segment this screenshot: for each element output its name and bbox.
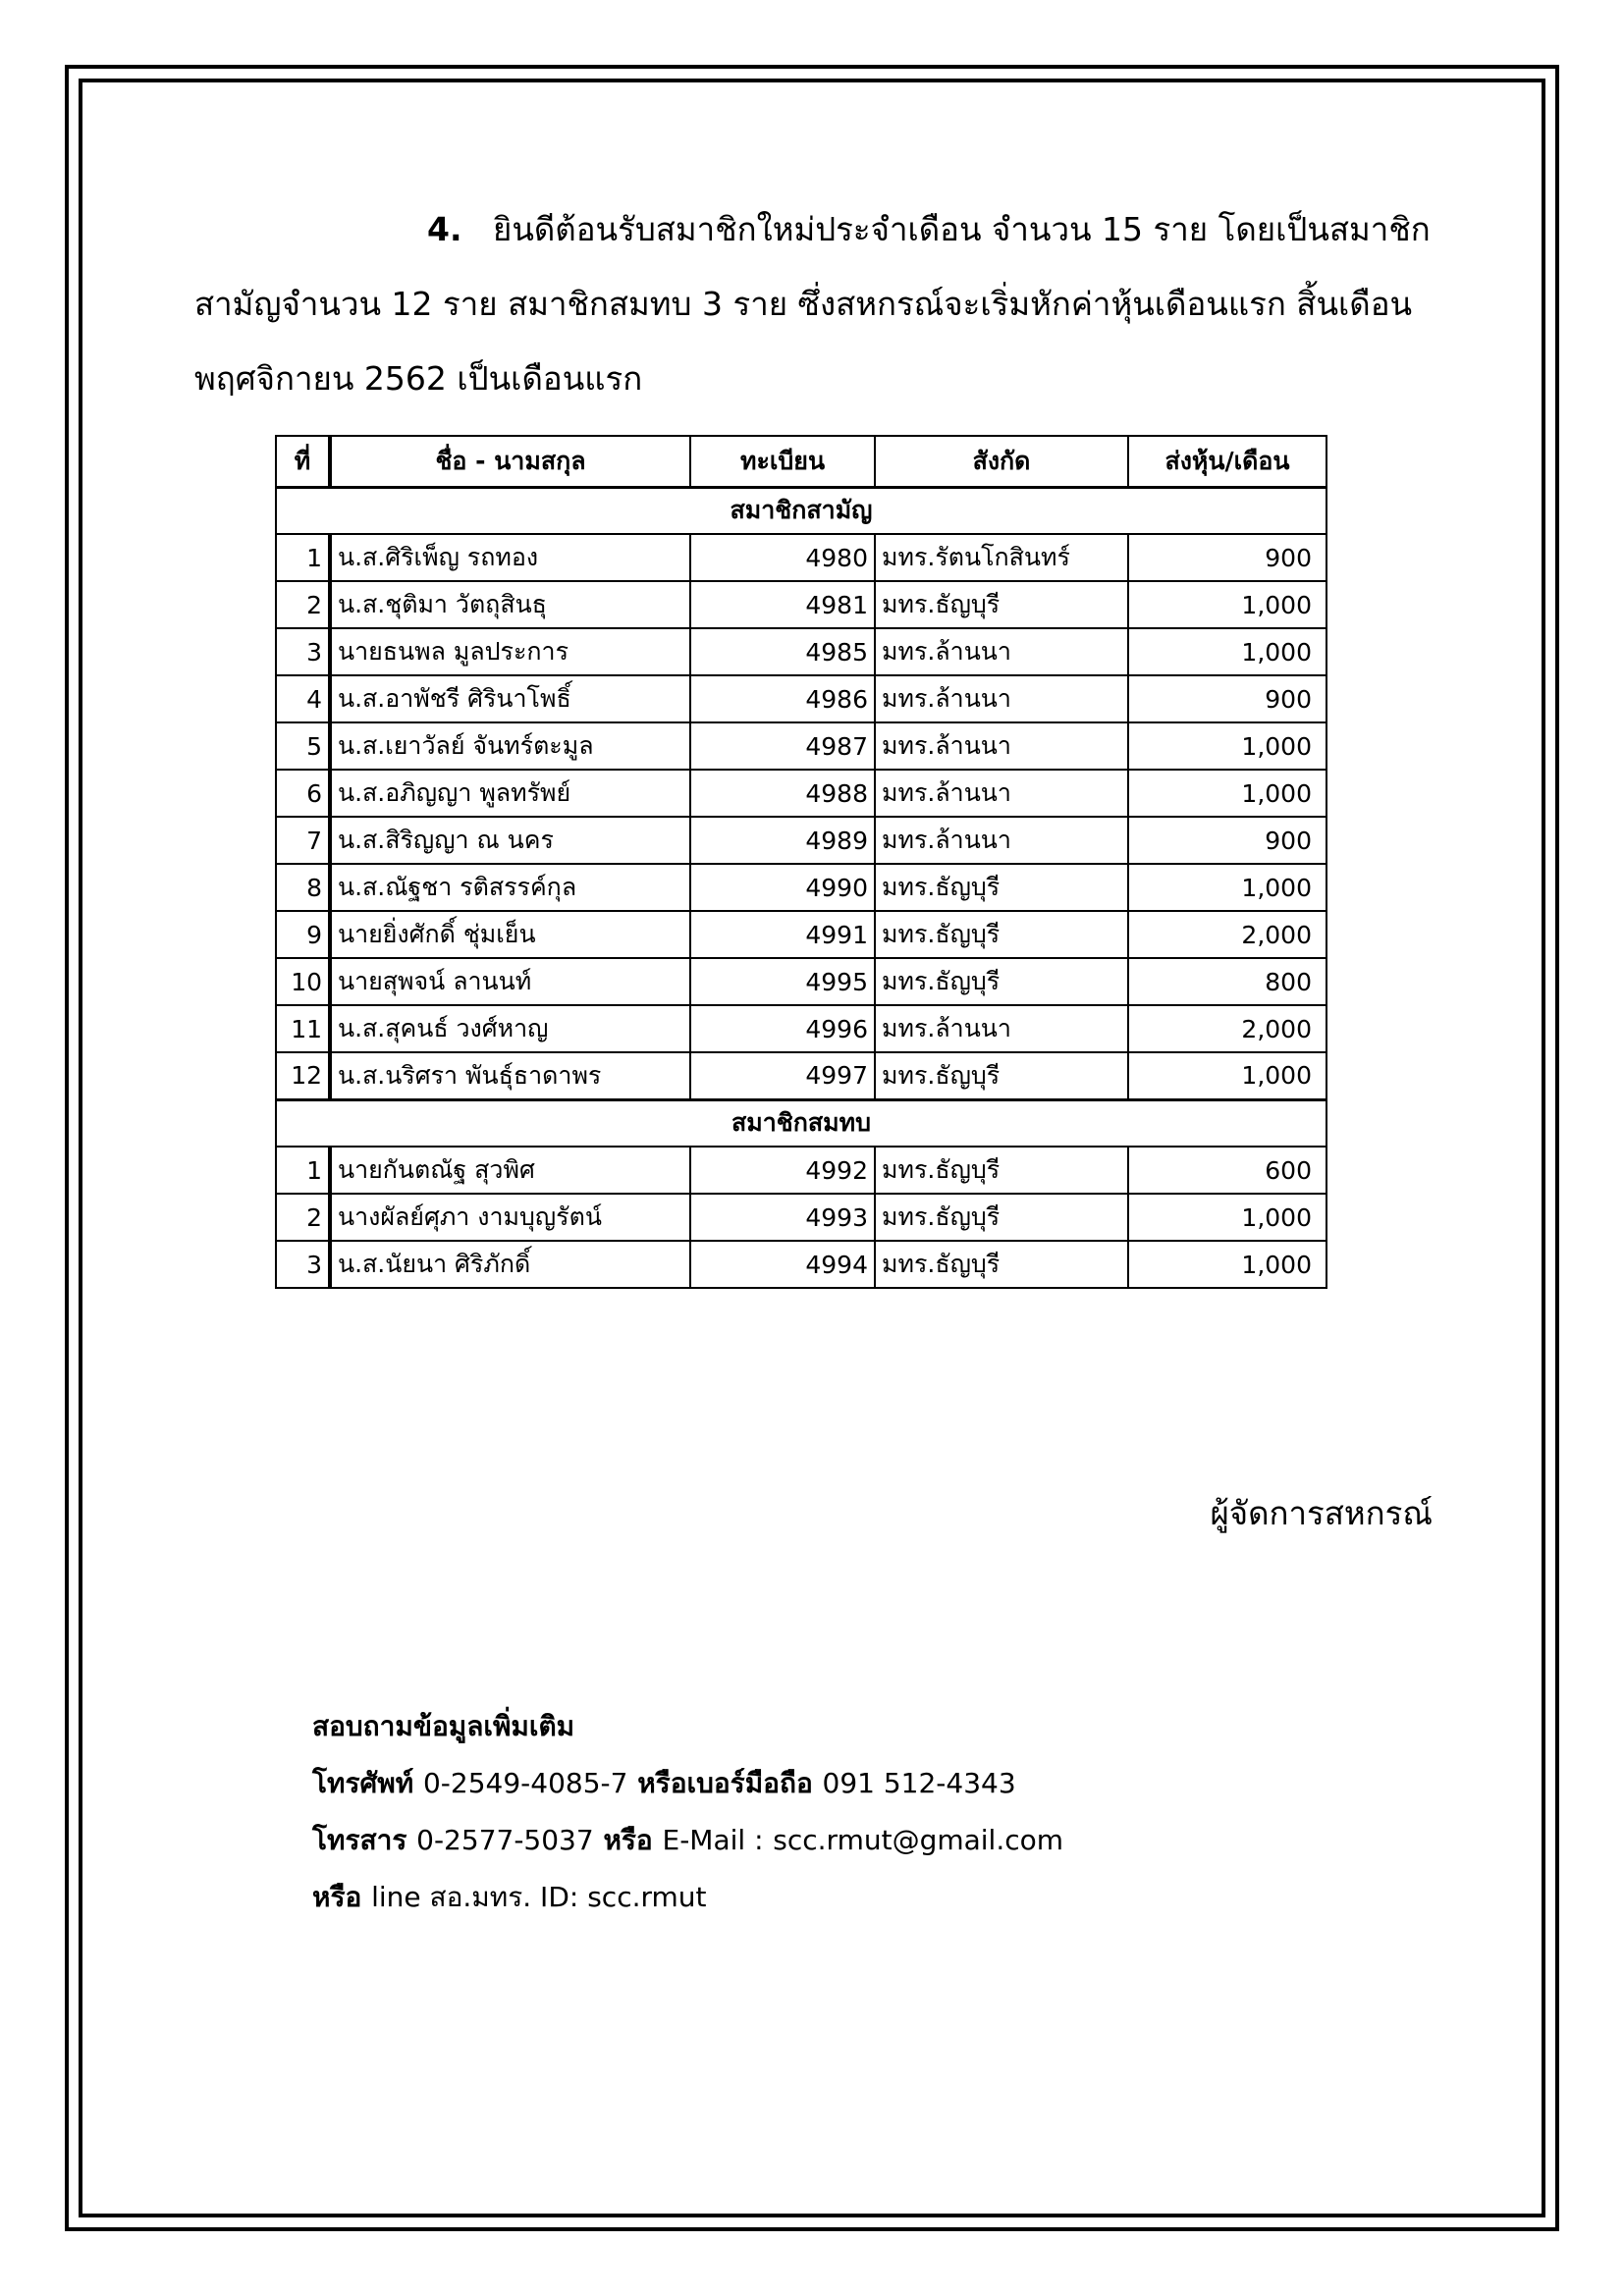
- cell-share: 1,000: [1128, 1052, 1326, 1099]
- table-row: [276, 817, 1326, 864]
- header-name: ชื่อ - นามสกุล: [330, 436, 690, 487]
- fax-label: โทรสาร: [312, 1824, 407, 1856]
- cell-affiliation: มทร.ล้านนา: [875, 770, 1128, 817]
- cell-reg: 4996: [690, 1005, 875, 1052]
- signature-title: ผู้จัดการสหกรณ์: [1210, 1494, 1433, 1532]
- cell-affiliation: มทร.ธัญบุรี: [875, 1052, 1128, 1099]
- mobile-value: 091 512-4343: [822, 1767, 1016, 1799]
- cell-name: น.ส.ชุติมา วัตถุสินธุ: [330, 581, 690, 628]
- cell-reg: 4989: [690, 817, 875, 864]
- cell-reg: 4995: [690, 958, 875, 1005]
- cell-affiliation: มทร.ธัญบุรี: [875, 1147, 1128, 1194]
- cell-affiliation: มทร.ล้านนา: [875, 1005, 1128, 1052]
- table-row: [276, 864, 1326, 911]
- header-reg: ทะเบียน: [690, 436, 875, 487]
- cell-reg: 4993: [690, 1194, 875, 1241]
- cell-share: 900: [1128, 817, 1326, 864]
- email-label: E-Mail :: [662, 1824, 764, 1856]
- table-row: [276, 1005, 1326, 1052]
- cell-reg: 4988: [690, 770, 875, 817]
- email-value: scc.rmut@gmail.com: [773, 1824, 1064, 1856]
- cell-name: น.ส.อาพัชรี ศิรินาโพธิ์: [330, 675, 690, 722]
- cell-no: 11: [276, 1005, 330, 1052]
- cell-share: 800: [1128, 958, 1326, 1005]
- announcement-line-3: พฤศจิกายน 2562 เป็นเดือนแรก: [194, 359, 643, 398]
- cell-share: 1,000: [1128, 1194, 1326, 1241]
- cell-name: นายกันตณัฐ สุวพิศ: [330, 1147, 690, 1194]
- cell-affiliation: มทร.รัตนโกสินทร์: [875, 534, 1128, 581]
- cell-affiliation: มทร.ล้านนา: [875, 817, 1128, 864]
- cell-reg: 4992: [690, 1147, 875, 1194]
- announcement-text-1: ยินดีต้อนรับสมาชิกใหม่ประจำเดือน จำนวน 15 ราย โดยเป็นสมาชิก: [492, 210, 1431, 248]
- cell-share: 600: [1128, 1147, 1326, 1194]
- cell-reg: 4994: [690, 1241, 875, 1288]
- table-row: [276, 534, 1326, 581]
- contact-line-line: [312, 1869, 1063, 1926]
- cell-name: น.ส.นริศรา พันธุ์ธาดาพร: [330, 1052, 690, 1099]
- table-group-row: [276, 487, 1326, 534]
- cell-no: 3: [276, 1241, 330, 1288]
- table-header-row: [276, 436, 1326, 487]
- cell-reg: 4991: [690, 911, 875, 958]
- cell-reg: 4987: [690, 722, 875, 770]
- cell-affiliation: มทร.ธัญบุรี: [875, 911, 1128, 958]
- cell-name: น.ส.เยาวัลย์ จันทร์ตะมูล: [330, 722, 690, 770]
- cell-reg: 4986: [690, 675, 875, 722]
- cell-name: น.ส.นัยนา ศิริภักดิ์: [330, 1241, 690, 1288]
- table-row: [276, 1147, 1326, 1194]
- cell-name: น.ส.สุคนธ์ วงศ์หาญ: [330, 1005, 690, 1052]
- table-row: [276, 675, 1326, 722]
- cell-affiliation: มทร.ล้านนา: [875, 722, 1128, 770]
- table-row: [276, 722, 1326, 770]
- announcement-line-2: สามัญจำนวน 12 ราย สมาชิกสมทบ 3 ราย ซึ่งสหกรณ์จะเริ่มหักค่าหุ้นเดือนแรก สิ้นเดือน: [194, 285, 1413, 323]
- table-row: [276, 628, 1326, 675]
- cell-no: 4: [276, 675, 330, 722]
- cell-share: 2,000: [1128, 911, 1326, 958]
- cell-share: 2,000: [1128, 1005, 1326, 1052]
- cell-no: 12: [276, 1052, 330, 1099]
- table-row: [276, 770, 1326, 817]
- cell-affiliation: มทร.ล้านนา: [875, 628, 1128, 675]
- table-body: [276, 487, 1326, 1288]
- cell-no: 2: [276, 581, 330, 628]
- cell-no: 2: [276, 1194, 330, 1241]
- cell-name: นายยิ่งศักดิ์ ชุ่มเย็น: [330, 911, 690, 958]
- group-title: สมาชิกสามัญ: [276, 487, 1326, 534]
- cell-affiliation: มทร.ธัญบุรี: [875, 1194, 1128, 1241]
- contact-info: [312, 1698, 1063, 1926]
- cell-affiliation: มทร.ธัญบุรี: [875, 958, 1128, 1005]
- cell-name: น.ส.ศิริเพ็ญ รถทอง: [330, 534, 690, 581]
- line-id-value: line สอ.มทร. ID: scc.rmut: [371, 1881, 707, 1913]
- contact-heading: สอบถามข้อมูลเพิ่มเติม: [312, 1710, 575, 1742]
- fax-value: 0-2577-5037: [416, 1824, 594, 1856]
- cell-share: 1,000: [1128, 581, 1326, 628]
- cell-share: 1,000: [1128, 628, 1326, 675]
- table-row: [276, 1052, 1326, 1099]
- line-or-label: หรือ: [312, 1881, 362, 1913]
- or-label: หรือ: [603, 1824, 653, 1856]
- cell-name: นายธนพล มูลประการ: [330, 628, 690, 675]
- cell-reg: 4981: [690, 581, 875, 628]
- cell-affiliation: มทร.ธัญบุรี: [875, 864, 1128, 911]
- cell-affiliation: มทร.ธัญบุรี: [875, 581, 1128, 628]
- cell-no: 9: [276, 911, 330, 958]
- header-affiliation: สังกัด: [875, 436, 1128, 487]
- cell-no: 6: [276, 770, 330, 817]
- table-row: [276, 1194, 1326, 1241]
- announcement-line-1: [194, 198, 1434, 261]
- group-title: สมาชิกสมทบ: [276, 1099, 1326, 1147]
- phone-value: 0-2549-4085-7: [422, 1767, 628, 1799]
- table-row: [276, 581, 1326, 628]
- cell-share: 1,000: [1128, 1241, 1326, 1288]
- cell-reg: 4980: [690, 534, 875, 581]
- cell-name: น.ส.สิริญญา ณ นคร: [330, 817, 690, 864]
- table-group-row: [276, 1099, 1326, 1147]
- new-members-table: [275, 435, 1327, 1289]
- cell-name: นางผัลย์ศุภา งามบุญรัตน์: [330, 1194, 690, 1241]
- cell-reg: 4990: [690, 864, 875, 911]
- header-no: ที่: [276, 436, 330, 487]
- table-row: [276, 911, 1326, 958]
- table-row: [276, 1241, 1326, 1288]
- cell-affiliation: มทร.ธัญบุรี: [875, 1241, 1128, 1288]
- cell-share: 900: [1128, 534, 1326, 581]
- cell-reg: 4997: [690, 1052, 875, 1099]
- cell-share: 1,000: [1128, 722, 1326, 770]
- cell-no: 3: [276, 628, 330, 675]
- cell-reg: 4985: [690, 628, 875, 675]
- phone-label: โทรศัพท์: [312, 1767, 414, 1799]
- contact-phone-line: [312, 1755, 1063, 1812]
- cell-affiliation: มทร.ล้านนา: [875, 675, 1128, 722]
- cell-no: 1: [276, 534, 330, 581]
- cell-share: 900: [1128, 675, 1326, 722]
- cell-no: 10: [276, 958, 330, 1005]
- cell-name: น.ส.ณัฐชา รติสรรค์กุล: [330, 864, 690, 911]
- cell-no: 8: [276, 864, 330, 911]
- mobile-label: หรือเบอร์มือถือ: [637, 1767, 813, 1799]
- cell-share: 1,000: [1128, 864, 1326, 911]
- cell-share: 1,000: [1128, 770, 1326, 817]
- announcement-number: 4.: [427, 210, 462, 248]
- contact-fax-line: [312, 1812, 1063, 1869]
- cell-no: 7: [276, 817, 330, 864]
- cell-no: 5: [276, 722, 330, 770]
- header-share: ส่งหุ้น/เดือน: [1128, 436, 1326, 487]
- cell-name: น.ส.อภิญญา พูลทรัพย์: [330, 770, 690, 817]
- cell-no: 1: [276, 1147, 330, 1194]
- cell-name: นายสุพจน์ ลานนท์: [330, 958, 690, 1005]
- table-row: [276, 958, 1326, 1005]
